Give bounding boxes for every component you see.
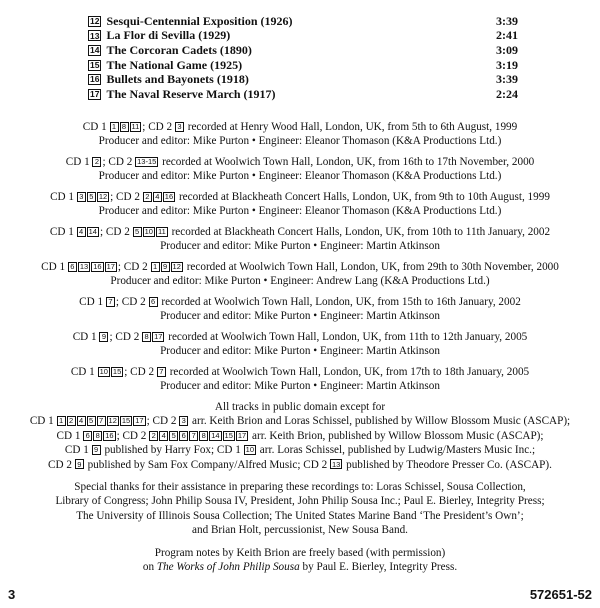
track-number-box: 13-15 (137, 157, 157, 166)
track-number-box: 5 (133, 227, 142, 237)
track-number-box: 13 (79, 262, 89, 271)
public-domain-intro: All tracks in public domain except for (214, 401, 386, 413)
track-row (88, 72, 518, 87)
track-number-box: 16 (164, 192, 174, 201)
track-title: Bullets and Bayonets (1918) (106, 72, 249, 87)
track-number-box: 17 (237, 430, 247, 440)
track-number-box: 1 (151, 262, 160, 272)
track-number-box: 17 (106, 262, 115, 271)
track-number-box: 8 (93, 431, 102, 441)
recording-location: CD 1 1 8 11 ; CD 2 3 recorded at Henry Wood Hall, London, UK, from 5th to 6th August, 1999 (82, 121, 518, 133)
track-number-box: 10 (99, 367, 108, 376)
track-number-box: 2 (92, 157, 101, 167)
program-notes-line: Program notes by Keith Brion are freely based (with permission) (154, 546, 446, 559)
acknowledgement-line: Library of Congress; John Philip Sousa IV, President, John Philip Sousa Inc.; Paul E. Bierley, Integrity Press; (55, 495, 545, 508)
page-number: 3 (8, 587, 16, 602)
track-number-box: 4 (77, 416, 86, 426)
track-number-box: 6 (179, 431, 188, 441)
track-number-box: 6 (68, 262, 77, 272)
track-number-box: 7 (97, 416, 106, 426)
track-number-box: 9 (161, 262, 170, 272)
track-number-box: 1 (57, 416, 66, 426)
track-number-box: 14 (90, 45, 100, 56)
track-number-box: 11 (157, 227, 166, 236)
track-row (88, 58, 518, 73)
producer-credit: Producer and editor: Mike Purton • Engineer: Eleanor Thomason (K&A Productions Ltd.) (98, 170, 502, 183)
acknowledgements (0, 480, 600, 538)
track-number-box: 5 (169, 431, 178, 441)
track-number-box: 5 (87, 192, 96, 202)
recording-location: CD 1 2 ; CD 2 13-15 recorded at Woolwich Town Hall, London, UK, from 16th to 17th November, 2000 (65, 156, 535, 168)
track-number-box: 8 (199, 431, 208, 441)
track-number-box: 12 (108, 416, 117, 426)
track-number-box: 7 (106, 297, 115, 307)
track-number-box: 17 (154, 332, 163, 341)
track-number-box: 14 (88, 227, 97, 236)
track-number-box: 8 (120, 122, 129, 132)
recording-location: CD 1 3 5 12 ; CD 2 2 4 16 recorded at Blackheath Concert Halls, London, UK, from 9th to 10th August, 1999 (50, 191, 550, 203)
track-number-box: 12 (90, 16, 100, 27)
track-number-box: 17 (90, 89, 100, 100)
producer-credit: Producer and editor: Mike Purton • Engineer: Martin Atkinson (160, 380, 440, 393)
track-duration: 2:41 (496, 28, 518, 43)
program-notes-credit (0, 546, 600, 575)
track-number-box: 3 (175, 122, 184, 132)
track-number-box: 2 (67, 416, 76, 426)
track-duration: 3:19 (496, 57, 518, 72)
track-number-box: 9 (75, 459, 84, 469)
recording-location: CD 1 7 ; CD 2 6 recorded at Woolwich Town Hall, London, UK, from 15th to 16th January, 2002 (79, 296, 521, 308)
track-number-box: 5 (87, 416, 96, 426)
track-duration: 3:39 (496, 72, 518, 87)
catalog-number: 572651-52 (529, 587, 592, 602)
recording-credit (0, 365, 600, 394)
track-number-box: 9 (99, 332, 108, 342)
track-number-box: 10 (144, 227, 153, 236)
track-title: The National Game (1925) (106, 57, 243, 72)
track-number-box: 3 (179, 416, 188, 426)
track-duration: 2:24 (496, 86, 518, 101)
program-notes-source: on The Works of John Philip Sousa by Paul E. Bierley, Integrity Press. (142, 561, 458, 574)
publisher-line: CD 1 1 2 4 5 7 12 15 17 ; CD 2 3 arr. Keith Brion and Loras Schissel, published by Willow Blossom Music (ASCAP); (29, 415, 571, 428)
recording-credit (0, 120, 600, 149)
recording-credit (0, 225, 600, 254)
track-number-box: 12 (172, 262, 181, 271)
producer-credit: Producer and editor: Mike Purton • Engineer: Martin Atkinson (160, 310, 440, 323)
track-title: The Naval Reserve March (1917) (106, 86, 276, 101)
credits-section (0, 120, 600, 582)
recording-location: CD 1 6 13 16 17 ; CD 2 1 9 12 recorded at Woolwich Town Hall, London, UK, from 29th to 30th November, 2000 (41, 261, 559, 273)
recording-credit (0, 330, 600, 359)
track-number-box: 1 (110, 122, 119, 132)
track-duration: 3:39 (496, 13, 518, 28)
track-title: La Flor di Sevilla (1929) (106, 28, 231, 43)
publisher-line: CD 2 9 published by Sam Fox Company/Alfred Music; CD 2 13 published by Theodore Presser Co. (ASCAP). (48, 458, 552, 471)
producer-credit: Producer and editor: Mike Purton • Engineer: Andrew Lang (K&A Productions Ltd.) (110, 275, 490, 288)
track-number-box: 3 (77, 192, 86, 202)
producer-credit: Producer and editor: Mike Purton • Engineer: Eleanor Thomason (K&A Productions Ltd.) (98, 135, 502, 148)
track-number-box: 16 (93, 262, 102, 271)
track-number-box: 4 (77, 227, 86, 237)
track-number-box: 7 (189, 431, 198, 441)
producer-credit: Producer and editor: Mike Purton • Engineer: Eleanor Thomason (K&A Productions Ltd.) (98, 205, 502, 218)
track-number-box: 9 (92, 445, 101, 455)
track-number-box: 4 (153, 192, 162, 202)
track-number-box: 10 (245, 445, 254, 455)
track-number-box: 8 (142, 332, 151, 342)
track-title: Sesqui-Centennial Exposition (1926) (106, 13, 293, 28)
recording-credit (0, 155, 600, 184)
track-number-box: 6 (149, 297, 158, 307)
acknowledgement-line: The University of Illinois Sousa Collection; The United States Marine Band ‘The President’s Own’; (76, 509, 524, 522)
track-number-box: 11 (131, 122, 140, 131)
track-number-box: 15 (121, 416, 131, 426)
recording-credit (0, 190, 600, 219)
recording-location: CD 1 9 ; CD 2 8 17 recorded at Woolwich Town Hall, London, UK, from 11th to 12th January, 2005 (72, 331, 528, 343)
book-title: The Works of John Philip Sousa (156, 561, 300, 574)
track-number-box: 13 (90, 30, 100, 41)
track-number-box: 13 (331, 459, 341, 469)
track-title: The Corcoran Cadets (1890) (106, 42, 252, 57)
track-number-box: 15 (112, 367, 122, 376)
track-row (88, 29, 518, 44)
track-number-box: 12 (98, 192, 108, 201)
acknowledgement-line: and Brian Holt, percussionist, New Sousa Band. (192, 524, 408, 537)
publisher-line: CD 1 6 8 16 ; CD 2 2 4 5 6 7 8 14 15 17 arr. Keith Brion, published by Willow Blossom Music (ASCAP); (56, 429, 544, 442)
public-domain-notice (0, 400, 600, 472)
producer-credit: Producer and editor: Mike Purton • Engineer: Martin Atkinson (160, 345, 440, 358)
publisher-line: CD 1 9 published by Harry Fox; CD 1 10 arr. Loras Schissel, published by Ludwig/Masters Music Inc.; (64, 444, 536, 457)
track-number-box: 4 (159, 431, 168, 441)
track-number-box: 16 (105, 430, 114, 440)
track-number-box: 6 (83, 431, 92, 441)
track-number-box: 16 (90, 74, 100, 85)
track-duration: 3:09 (496, 42, 518, 57)
track-number-box: 14 (211, 430, 220, 440)
track-row (88, 43, 518, 58)
recording-location: CD 1 4 14 ; CD 2 5 10 11 recorded at Blackheath Concert Halls, London, UK, from 10th to 11th January, 2002 (49, 226, 551, 238)
recording-location: CD 1 10 15 ; CD 2 7 recorded at Woolwich Town Hall, London, UK, from 17th to 18th January, 2005 (70, 366, 530, 378)
track-number-box: 15 (224, 430, 233, 440)
producer-credit: Producer and editor: Mike Purton • Engineer: Martin Atkinson (160, 240, 440, 253)
track-number-box: 17 (135, 416, 144, 426)
recording-credit (0, 295, 600, 324)
track-number-box: 2 (149, 431, 158, 441)
acknowledgement-line: Special thanks for their assistance in preparing these recordings to: Loras Schissel, Sousa Collection, (74, 481, 526, 494)
track-number-box: 7 (157, 367, 166, 377)
track-list (88, 14, 518, 102)
track-number-box: 15 (90, 59, 100, 70)
track-number-box: 2 (143, 192, 152, 202)
track-row (88, 87, 518, 102)
track-row (88, 14, 518, 29)
recording-credit (0, 260, 600, 289)
